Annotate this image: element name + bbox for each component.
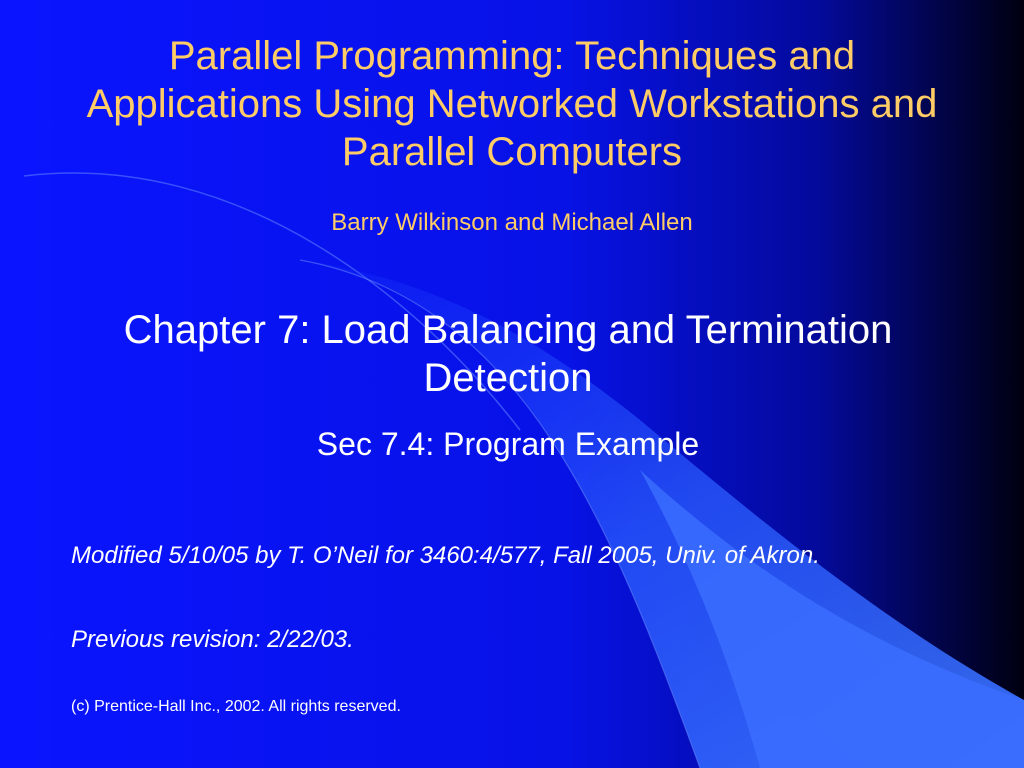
authors-line: Barry Wilkinson and Michael Allen bbox=[331, 209, 693, 236]
previous-revision-note: Previous revision: 2/22/03. bbox=[71, 626, 354, 653]
chapter-heading: Chapter 7: Load Balancing and Termination Detection bbox=[123, 308, 893, 400]
modified-note: Modified 5/10/05 by T. O’Neil for 3460:4/577, Fall 2005, Univ. of Akron. bbox=[71, 542, 820, 569]
copyright-notice: (c) Prentice-Hall Inc., 2002. All rights reserved. bbox=[71, 698, 401, 715]
slide-title: Parallel Programming: Techniques and Applications Using Networked Workstations and Parallel Computers bbox=[86, 34, 938, 174]
section-heading: Sec 7.4: Program Example bbox=[316, 426, 700, 462]
